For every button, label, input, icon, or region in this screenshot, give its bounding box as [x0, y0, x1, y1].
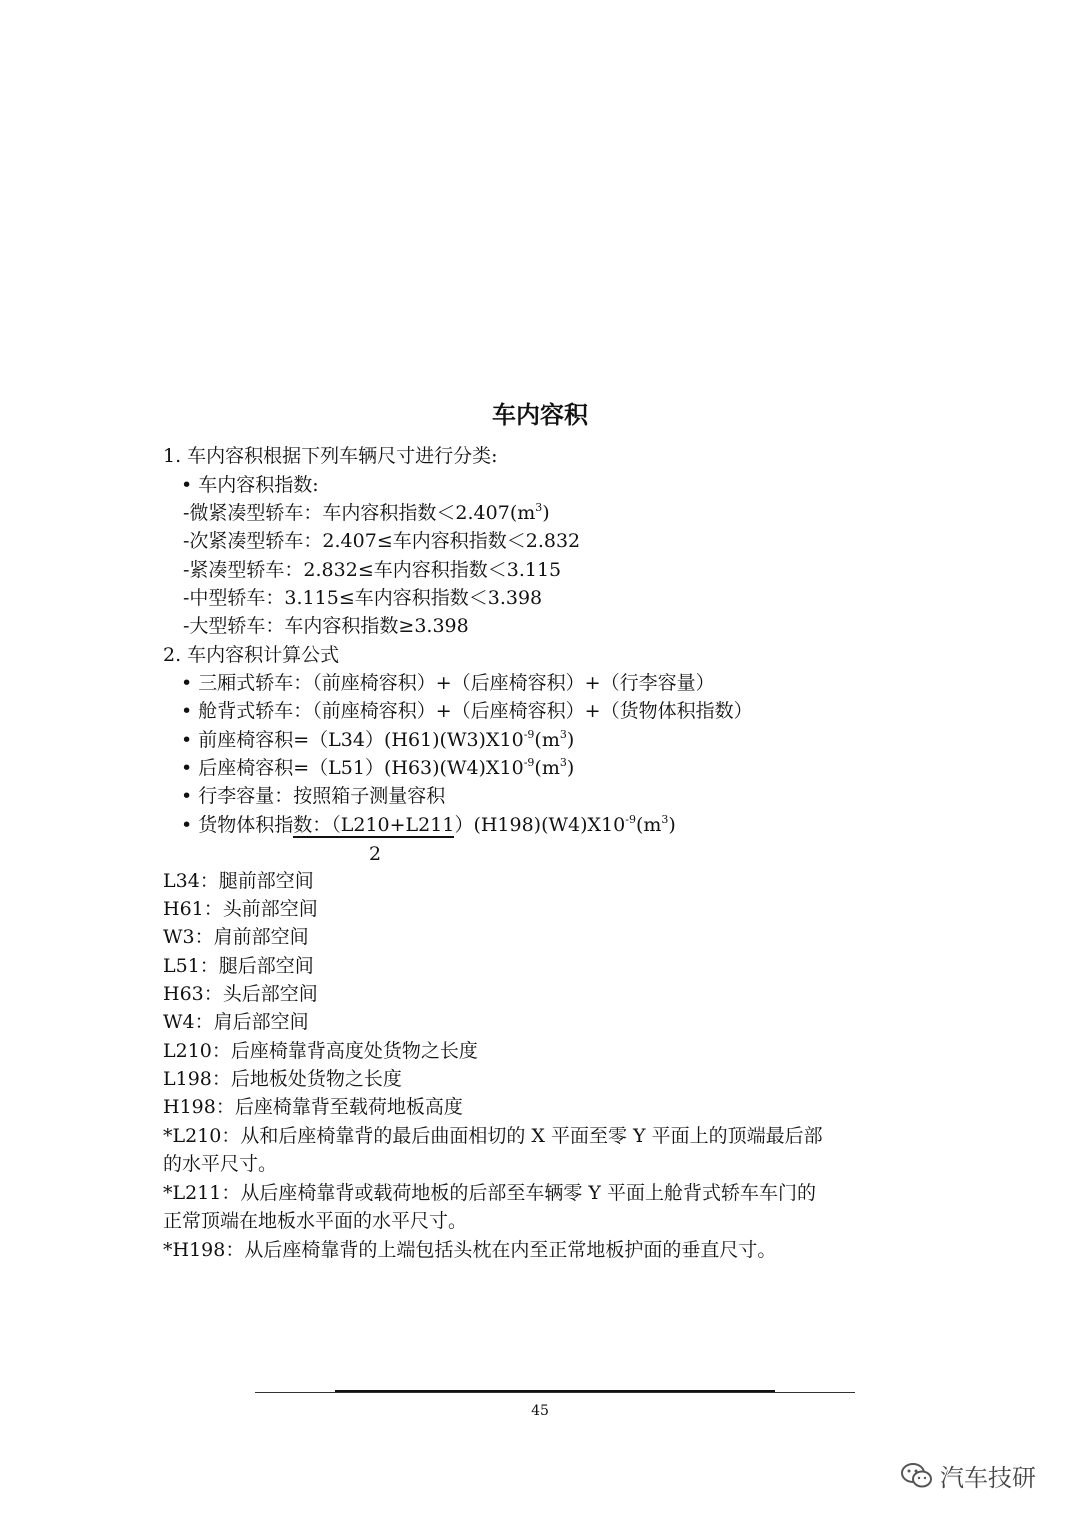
- def-l210: L210：后座椅靠背高度处货物之长度: [163, 1040, 478, 1062]
- watermark: [900, 1458, 1036, 1493]
- def-h61: H61：头前部空间: [163, 898, 318, 920]
- section1-heading: 1. 车内容积根据下列车辆尺寸进行分类:: [163, 445, 498, 467]
- note-l211-cont: 正常顶端在地板水平面的水平尺寸。: [163, 1210, 468, 1232]
- page-number: 45: [531, 1403, 549, 1419]
- def-h63: H63：头后部空间: [163, 983, 318, 1005]
- def-w4: W4：肩后部空间: [163, 1011, 309, 1033]
- class-micro-compact: -微紧凑型轿车：车内容积指数$<2.407(m^3)$: [183, 501, 550, 524]
- wechat-icon: [900, 1461, 934, 1491]
- footer-rule: [255, 1392, 855, 1393]
- formula-hatchback: • 舱背式轿车：（前座椅容积）+（后座椅容积）+（货物体积指数）: [181, 700, 753, 722]
- def-l34: L34：腿前部空间: [163, 870, 314, 892]
- note-h198: *H198：从后座椅靠背的上端包括头枕在内至正常地板护面的垂直尺寸。: [163, 1239, 777, 1261]
- class-subcompact: -次紧凑型轿车：2.407≤车内容积指数＜2.832: [183, 530, 581, 552]
- def-l51: L51：腿后部空间: [163, 955, 314, 977]
- def-h198: H198：后座椅靠背至载荷地板高度: [163, 1096, 463, 1118]
- class-midsize: -中型轿车：3.115≤车内容积指数＜3.398: [183, 587, 543, 609]
- class-large: -大型轿车：车内容积指数≥3.398: [183, 615, 469, 637]
- def-l198: L198：后地板处货物之长度: [163, 1068, 402, 1090]
- footer-rule-thick: [335, 1390, 775, 1392]
- note-l211: *L211：从后座椅靠背或载荷地板的后部至车辆零 Y 平面上舱背式轿车车门的: [163, 1182, 817, 1204]
- fraction-denominator: 2: [369, 843, 382, 865]
- formula-luggage: • 行李容量：按照箱子测量容积: [181, 785, 446, 807]
- def-w3: W3：肩前部空间: [163, 926, 309, 948]
- note-l210-cont: 的水平尺寸。: [163, 1153, 278, 1175]
- formula-front-seat: • 前座椅容积$=(L34)(H61)(W3)X10^{-9}(m^3)$: [181, 728, 575, 751]
- note-l210: *L210：从和后座椅靠背的最后曲面相切的 X 平面至零 Y 平面上的顶端最后部: [163, 1125, 823, 1147]
- formula-rear-seat: • 后座椅容积$=(L51)(H63)(W4)X10^{-9}(m^3)$: [181, 756, 575, 779]
- class-compact: -紧凑型轿车：2.832≤车内容积指数＜3.115: [183, 559, 562, 581]
- formula-sedan: • 三厢式轿车：（前座椅容积）+（后座椅容积）+（行李容量）: [181, 672, 715, 694]
- section2-heading: 2. 车内容积计算公式: [163, 644, 340, 666]
- formula-cargo: • 货物体积指数：$(L210+L211)(H198)(W4)X10^{-9}(m^3)$: [181, 813, 676, 836]
- page-title: 车内容积: [492, 401, 588, 429]
- watermark-text: 汽车技研: [940, 1464, 1036, 1492]
- section1-bullet: • 车内容积指数:: [181, 474, 319, 496]
